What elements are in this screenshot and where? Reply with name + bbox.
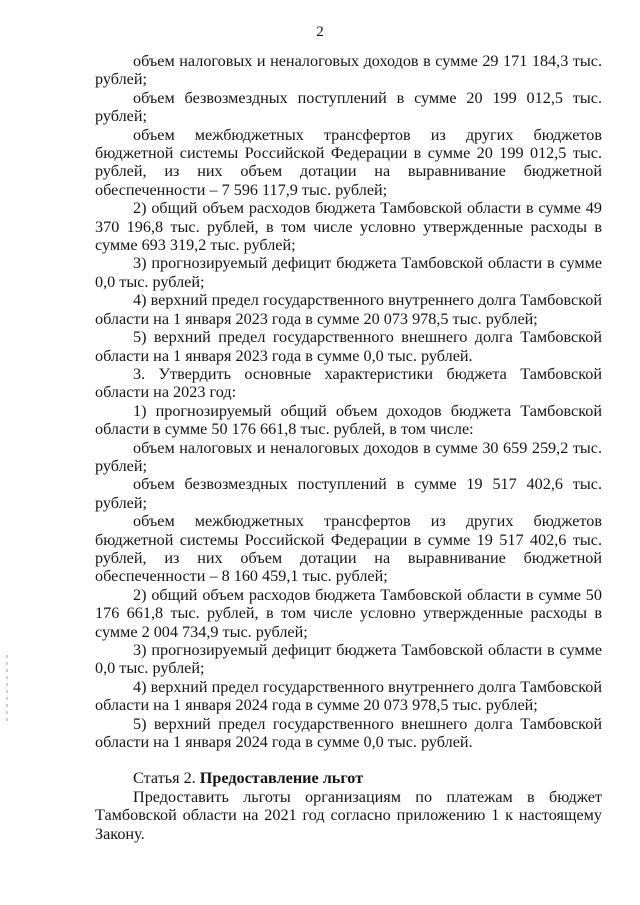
article-prefix: Статья 2.	[133, 769, 200, 788]
paragraph: 4) верхний предел государственного внутреннего долга Тамбовской области на 1 января 2024 года в сумме 20 073 978,5 тыс. рублей;	[95, 677, 602, 715]
paragraph: объем налоговых и неналоговых доходов в сумме 30 659 259,2 тыс. рублей;	[95, 438, 602, 475]
paragraph: 2) общий объем расходов бюджета Тамбовской области в сумме 50 176 661,8 тыс. рублей, в том числе условно утвержденные расходы в сумме 2 004 734,9 тыс. рублей;	[95, 585, 602, 641]
paragraph: объем безвозмездных поступлений в сумме 20 199 012,5 тыс. рублей;	[95, 88, 602, 126]
paragraph: 2) общий объем расходов бюджета Тамбовской области в сумме 49 370 196,8 тыс. рублей, в том числе условно утвержденные расходы в сумме 693 319,2 тыс. рублей;	[95, 199, 602, 255]
paragraph: объем налоговых и неналоговых доходов в сумме 29 171 184,3 тыс. рублей;	[95, 52, 602, 89]
paragraph: 1) прогнозируемый общий объем доходов бюджета Тамбовской области в сумме 50 176 661,8 тыс. рублей, в том числе:	[95, 401, 602, 439]
article-title: Предоставление льгот	[199, 769, 364, 788]
paragraph: 3) прогнозируемый дефицит бюджета Тамбовской области в сумме 0,0 тыс. рублей;	[95, 254, 602, 291]
article-text: Предоставить льготы организациям по платежам в бюджет Тамбовской области на 2021 год согласно приложению 1 к настоящему Закону.	[95, 787, 602, 843]
paragraph: 3. Утвердить основные характеристики бюджета Тамбовской области на 2023 год:	[95, 364, 602, 402]
paragraph: 5) верхний предел государственного внешнего долга Тамбовской области на 1 января 2024 года в сумме 0,0 тыс. рублей.	[95, 714, 602, 752]
page-number: 2	[316, 24, 324, 40]
paragraph: объем межбюджетных трансфертов из других бюджетов бюджетной системы Российской Федерации в сумме 19 517 402,6 тыс. рублей, из них объем дотации на выравнивание бюджетной обеспеченности – 8 160 459,1 тыс. рублей;	[95, 512, 602, 586]
paragraph: 3) прогнозируемый дефицит бюджета Тамбовской области в сумме 0,0 тыс. рублей;	[95, 641, 602, 678]
scan-margin-mark	[6, 655, 8, 725]
document-body	[95, 52, 602, 843]
article-heading	[95, 769, 602, 787]
paragraph: 5) верхний предел государственного внешнего долга Тамбовской области на 1 января 2023 года в сумме 0,0 тыс. рублей.	[95, 328, 602, 365]
paragraph: 4) верхний предел государственного внутреннего долга Тамбовской области на 1 января 2023 года в сумме 20 073 978,5 тыс. рублей;	[95, 291, 602, 328]
paragraph: объем безвозмездных поступлений в сумме 19 517 402,6 тыс. рублей;	[95, 475, 602, 512]
paragraph: объем межбюджетных трансфертов из других бюджетов бюджетной системы Российской Федерации в сумме 20 199 012,5 тыс. рублей, из них объем дотации на выравнивание бюджетной обеспеченности – 7 596 117,9 тыс. рублей;	[95, 125, 602, 199]
section-spacer	[95, 751, 602, 769]
